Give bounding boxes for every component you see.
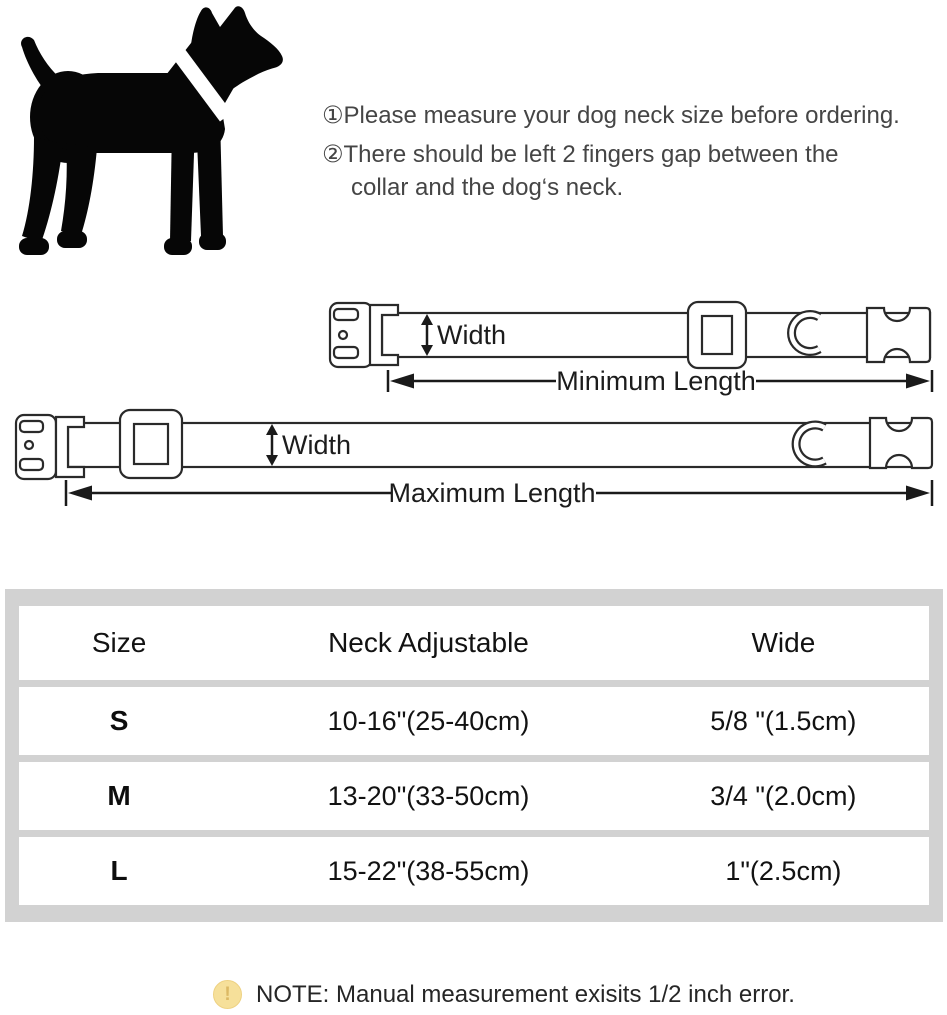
note-text: NOTE: Manual measurement exisits 1/2 inch error. xyxy=(256,980,795,1008)
size-label: M xyxy=(107,780,131,811)
dog-front-leg xyxy=(196,117,223,236)
exclamation-icon xyxy=(213,980,242,1009)
max-length-label: Maximum Length xyxy=(388,478,596,508)
min-length-label: Minimum Length xyxy=(556,366,756,396)
instruction-line-1: ①Please measure your dog neck size before ordering. xyxy=(322,102,900,129)
instruction-line-3: collar and the dog‘s neck. xyxy=(351,174,624,201)
instruction-line-2: ②There should be left 2 fingers gap between the xyxy=(322,141,839,168)
wide-value: 1"(2.5cm) xyxy=(725,855,842,886)
width-label-max: Width xyxy=(282,430,352,460)
wide-value: 5/8 "(1.5cm) xyxy=(710,705,857,736)
neck-value: 15-22"(38-55cm) xyxy=(327,855,530,886)
dog-front-paw xyxy=(164,238,192,255)
table-row-l xyxy=(19,837,929,905)
width-label-min: Width xyxy=(437,320,507,350)
dog-rear-leg xyxy=(22,137,63,243)
note-bar xyxy=(213,980,795,1009)
slider-icon xyxy=(120,410,182,478)
table-header-size: Size xyxy=(91,627,147,658)
dog-rear-paw xyxy=(57,231,87,248)
table-row-s xyxy=(19,687,929,755)
neck-value: 13-20"(33-50cm) xyxy=(327,780,530,811)
table-header-wide: Wide xyxy=(751,627,816,658)
table-header-neck-adjustable: Neck Adjustable xyxy=(328,627,529,658)
collar-diagram-max xyxy=(16,410,932,479)
table-header-row xyxy=(19,606,929,680)
dog-silhouette-icon xyxy=(10,5,295,265)
collar-diagrams xyxy=(0,288,947,520)
slider-icon xyxy=(688,302,746,368)
size-label: S xyxy=(109,705,129,736)
size-label: L xyxy=(110,855,128,886)
size-table xyxy=(5,589,943,922)
measuring-instructions xyxy=(322,99,947,204)
table-row-m xyxy=(19,762,929,830)
dog-rear-paw xyxy=(19,238,49,255)
dog-front-leg xyxy=(170,125,195,241)
dog-front-paw xyxy=(199,233,226,250)
wide-value: 3/4 "(2.0cm) xyxy=(710,780,857,811)
neck-value: 10-16"(25-40cm) xyxy=(327,705,530,736)
collar-diagram-min xyxy=(330,302,930,368)
exclamation-glyph: ! xyxy=(224,984,231,1005)
